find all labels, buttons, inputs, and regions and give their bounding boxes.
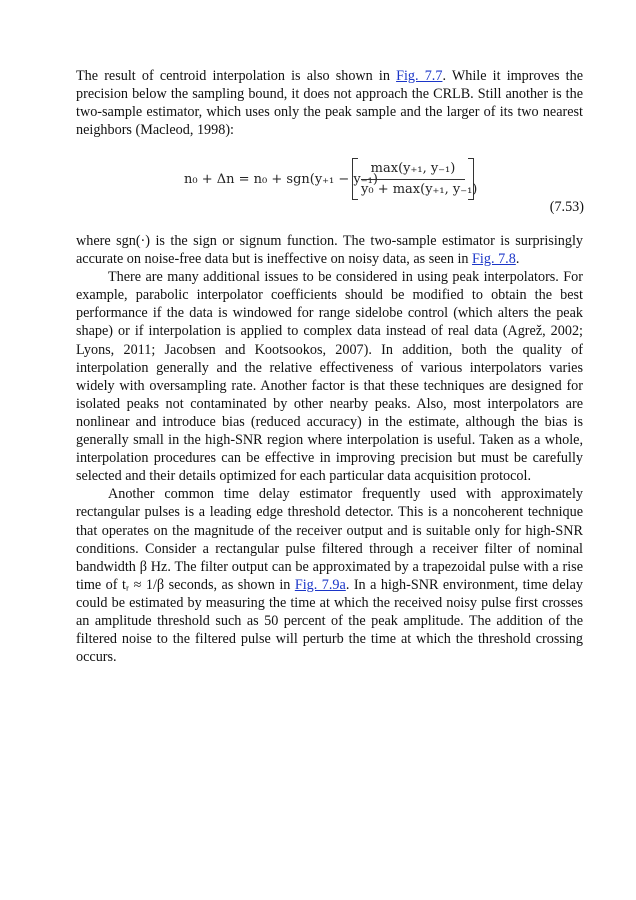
fig-7-9a-link[interactable]: Fig. 7.9a: [294, 576, 346, 593]
paragraph1-text-start: The result of centroid interpolation is also shown in: [76, 68, 397, 84]
paragraph-interpolators: There are many additional issues to be considered in using peak interpolators. For example, parabolic interpolator coefficients should be modified to obtain the best performance if the data is windowed for range sidelobe control (which alters the peak shape) or if interpolation is applied to complex data instead of real data (Agrež, 2002; Lyons, 2011; Jacobsen and Kootsookos, 2007). In addition, both the quality of interpolation generally and the relative effectiveness of various interpolators varies widely with oversampling rate. Another factor is that these techniques are designed for isolated peaks not contaminated by other nearby peaks. Also, most interpolators are nonlinear and introduce bias (reduced accuracy) in the estimate, although the bias is generally small in the high-SNR region where interpolation is useful. Taken as a whole, interpolation procedures can be effective in improving precision but must be carefully selected and their details optimized for each particular data acquisition protocol.: [76, 269, 583, 485]
paragraph2-text-start: where sgn(·) is the sign or signum function. The two-sample estimator is surprisingly accurate on noise-free data but is ineffective on noisy data, as seen in: [76, 233, 583, 268]
paragraph-signum: [76, 232, 583, 666]
equation-fraction: [361, 160, 478, 199]
fig-7-7-link[interactable]: Fig. 7.7: [396, 68, 443, 84]
paragraph2-text-end: .: [515, 251, 520, 268]
paragraph1-text-end: . While it improves the precision below the sampling bound, it does not approach the CRLB. Still another is the two-sample estimator, which uses only the peak sample and the larger of its two nearest neighbors (Macleod, 1998):: [76, 68, 583, 139]
equation-numerator: max(y₊₁, y₋₁): [370, 161, 456, 176]
equation-denominator: y₀ + max(y₊₁, y₋₁): [361, 182, 478, 197]
paragraph-threshold: [76, 485, 583, 666]
paragraph-centroid: [76, 67, 583, 139]
paragraph4-text-start: Another common time delay estimator frequently used with approximately rectangular pulses is a leading edge threshold detector. This is a noncoherent technique that operates on the magnitude of the receiver output and is suitable only for high-SNR conditions. Consider a rectangular pulse filtered through a receiver filter of nominal bandwidth β Hz. The filter output can be approximated by a trapezoidal pulse with a rise time of tᵣ ≈ 1/β seconds, as shown in: [76, 486, 583, 593]
equation-7-53: [184, 158, 484, 202]
fig-7-8-link[interactable]: Fig. 7.8: [472, 251, 516, 268]
equation-bracket: [352, 158, 478, 200]
equation-number: (7.53): [549, 199, 584, 215]
paragraph4-text-end: . In a high-SNR environment, time delay could be estimated by measuring the time at which the received noisy pulse first crosses an amplitude threshold such as 50 percent of the peak amplitude. The addition of the filtered noise to the filtered pulse will perturb the time at which the threshold crossing occurs.: [76, 576, 584, 666]
equation-lhs: n₀ + Δn = n₀ + sgn(y₊₁ − y₋₁): [184, 172, 378, 187]
